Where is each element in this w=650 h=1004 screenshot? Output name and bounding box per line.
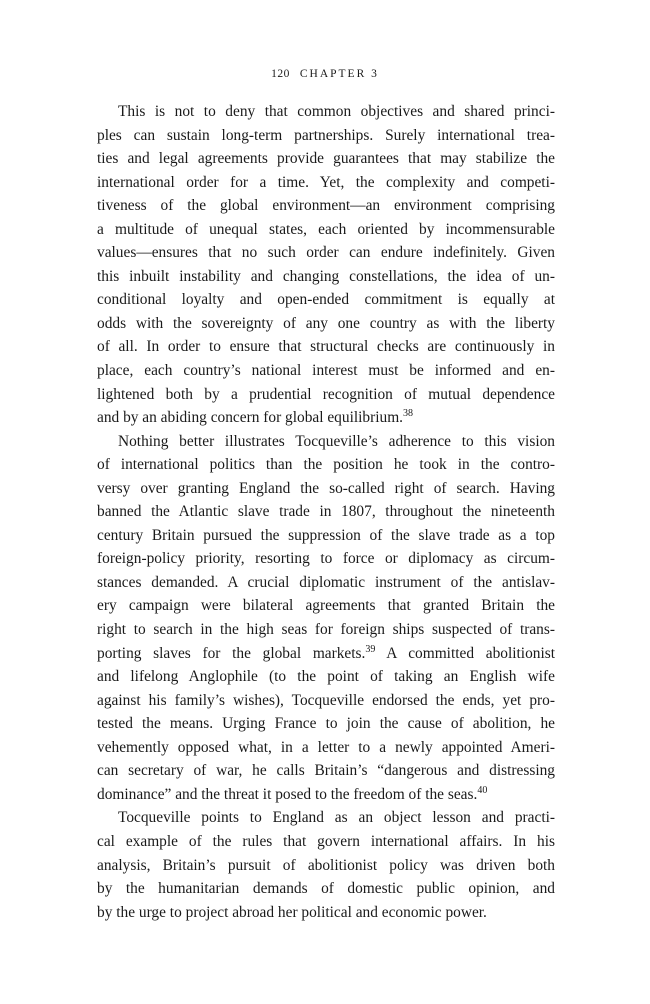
text-line	[97, 312, 555, 336]
line-text: ties and legal agreements provide guarantees that may stabilize the	[97, 150, 555, 168]
line-text: place, each country’s national interest must be informed and en-	[97, 362, 555, 380]
text-line	[97, 689, 555, 713]
text-line	[97, 712, 555, 736]
line-text: right to search in the high seas for foreign ships suspected of trans-	[97, 621, 555, 639]
line-text: can secretary of war, he calls Britain’s “dangerous and distressing	[97, 762, 555, 780]
line-text: ery campaign were bilateral agreements that granted Britain the	[97, 597, 555, 615]
text-line	[97, 759, 555, 783]
text-line	[97, 806, 555, 830]
text-line	[97, 335, 555, 359]
text-line	[97, 783, 555, 807]
text-line	[97, 642, 555, 666]
line-text: against his family’s wishes), Tocqueville endorsed the ends, yet pro-	[97, 691, 555, 709]
text-line	[97, 500, 555, 524]
line-text: banned the Atlantic slave trade in 1807, throughout the nineteenth	[97, 503, 555, 521]
text-line	[97, 406, 555, 430]
paragraph	[97, 806, 555, 924]
line-text: tiveness of the global environment—an environment comprising	[97, 197, 555, 215]
footnote-marker[interactable]: 38	[403, 408, 414, 420]
text-line	[97, 171, 555, 195]
text-line	[97, 618, 555, 642]
line-text: a multitude of unequal states, each oriented by incommensurable	[97, 220, 555, 238]
line-text: values—ensures that no such order can endure indefinitely. Given	[97, 244, 555, 262]
line-text: This is not to deny that common objectives and shared princi-	[118, 103, 555, 120]
text-line	[97, 571, 555, 595]
line-text: porting slaves for the global markets.	[97, 644, 366, 662]
text-line	[97, 901, 555, 925]
line-text: conditional loyalty and open-ended commitment is equally at	[97, 291, 555, 309]
line-text: vehemently opposed what, in a letter to a newly appointed Ameri-	[97, 738, 555, 756]
line-text: stances demanded. A crucial diplomatic instrument of the antislav-	[97, 573, 555, 591]
text-line	[97, 124, 555, 148]
line-text: ples can sustain long-term partnerships. Surely international trea-	[97, 126, 555, 144]
body-text	[97, 100, 555, 924]
text-line	[97, 477, 555, 501]
line-text: foreign-policy priority, resorting to force or diplomacy as circum-	[97, 550, 555, 568]
line-text: dominance” and the threat it posed to the freedom of the seas.	[97, 785, 478, 803]
line-text: this inbuilt instability and changing constellations, the idea of un-	[97, 267, 555, 285]
line-text: international order for a time. Yet, the complexity and competi-	[97, 173, 555, 191]
text-line	[97, 453, 555, 477]
text-line	[97, 877, 555, 901]
text-line	[97, 665, 555, 689]
text-line	[97, 383, 555, 407]
text-line	[97, 265, 555, 289]
line-text: Nothing better illustrates Tocqueville’s adherence to this vision	[118, 432, 555, 450]
text-line	[97, 194, 555, 218]
line-text: versy over granting England the so-called right of search. Having	[97, 479, 555, 497]
line-text: Tocqueville points to England as an object lesson and practi-	[118, 809, 555, 827]
page-number: 120	[271, 68, 290, 80]
running-head	[0, 66, 650, 82]
line-text: and lifelong Anglophile (to the point of taking an English wife	[97, 668, 555, 686]
text-line	[97, 854, 555, 878]
paragraph	[97, 430, 555, 807]
line-text-continued: A committed abolitionist	[375, 644, 556, 662]
line-text: cal example of the rules that govern international affairs. In his	[97, 832, 555, 850]
line-text: by the urge to project abroad her political and economic power.	[97, 903, 487, 921]
text-line	[97, 547, 555, 571]
text-line	[97, 430, 555, 454]
line-text: of all. In order to ensure that structural checks are continuously in	[97, 338, 555, 356]
text-line	[97, 100, 555, 124]
text-line	[97, 288, 555, 312]
text-line	[97, 359, 555, 383]
line-text: century Britain pursued the suppression of the slave trade as a top	[97, 526, 555, 544]
line-text: of international politics than the position he took in the contro-	[97, 456, 555, 474]
line-text: and by an abiding concern for global equilibrium.	[97, 409, 404, 427]
line-text: lightened both by a prudential recognition of mutual dependence	[97, 385, 555, 403]
text-line	[97, 524, 555, 548]
footnote-marker[interactable]: 40	[477, 784, 488, 796]
paragraph	[97, 100, 555, 430]
text-line	[97, 147, 555, 171]
text-line	[97, 241, 555, 265]
footnote-marker[interactable]: 39	[365, 643, 376, 655]
line-text: by the humanitarian demands of domestic public opinion, and	[97, 880, 555, 898]
line-text: analysis, Britain’s pursuit of abolitionist policy was driven both	[97, 856, 555, 874]
chapter-label: CHAPTER 3	[299, 68, 379, 80]
text-line	[97, 218, 555, 242]
text-line	[97, 594, 555, 618]
text-line	[97, 830, 555, 854]
line-text: odds with the sovereignty of any one country as with the liberty	[97, 314, 555, 332]
line-text: tested the means. Urging France to join the cause of abolition, he	[97, 715, 555, 733]
text-line	[97, 736, 555, 760]
